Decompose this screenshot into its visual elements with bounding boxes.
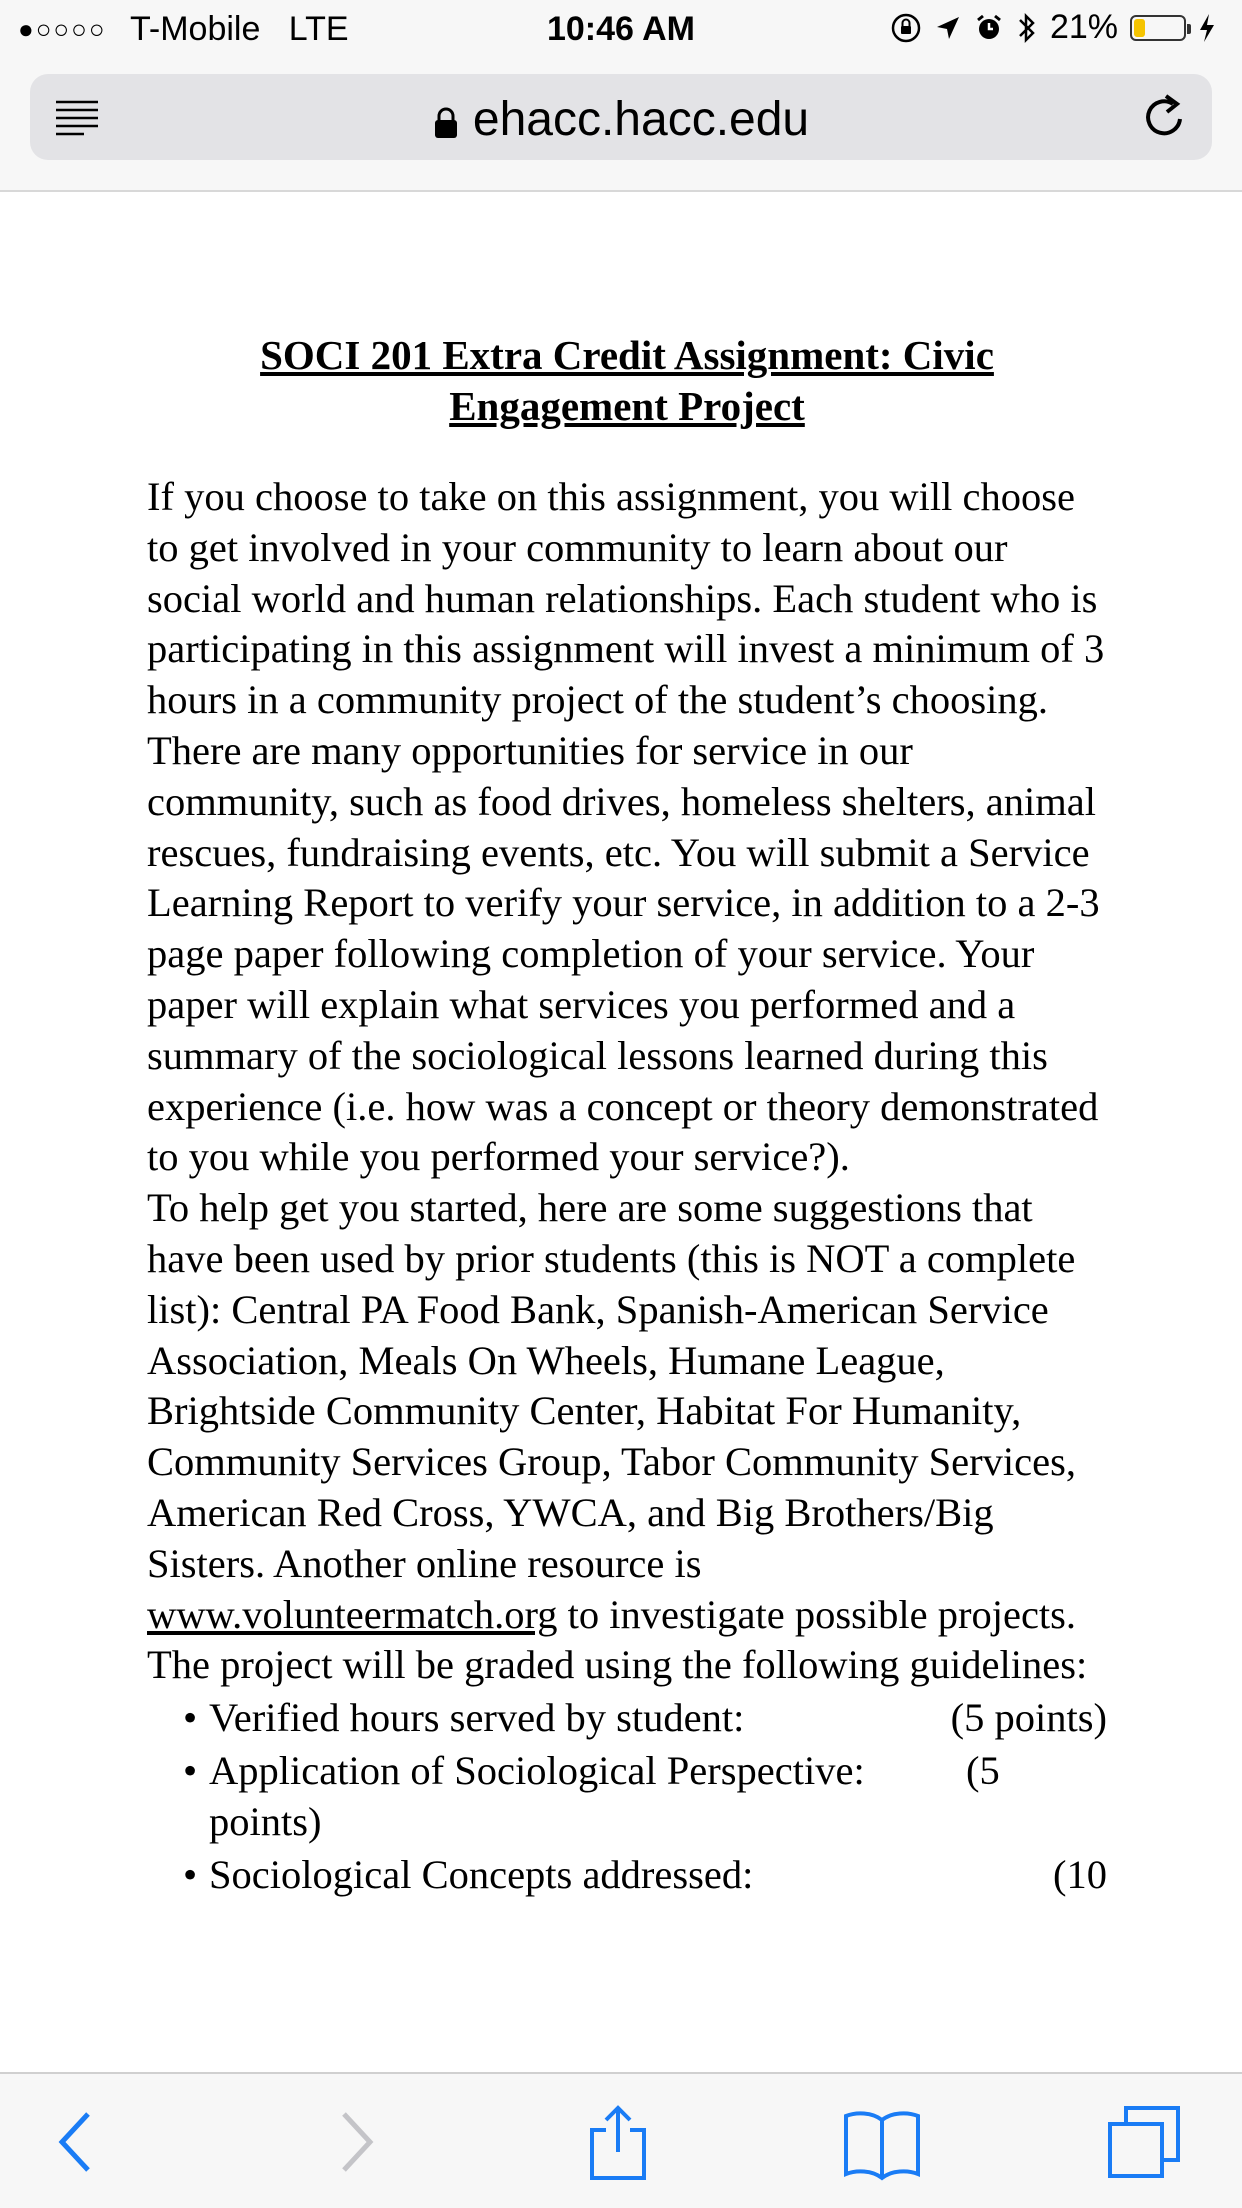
bookmarks-icon[interactable] [842,2102,922,2182]
guideline-item [183,1693,1107,1744]
url-display[interactable] [30,92,1212,147]
document-content [147,330,1107,1902]
bullet: • [183,1695,198,1741]
service-paragraph: There are many opportunities for service in our community, such as food drives, homeless shelters, animal rescues, fundraising events, etc. You will submit a Service Learning Report to verify your service, in addition to a 2-3 page paper following completion of your service. Your paper will explain what services you performed and a summary of the sociological lessons learned during this experience (i.e. how was a concept or theory demonstrated to you while you performed your service?). [147,727,1100,1180]
bottom-toolbar [0,2072,1242,2208]
reload-icon[interactable] [1140,92,1190,142]
battery-icon [1130,15,1186,41]
bullet: • [183,1851,198,1897]
grading-paragraph: The project will be graded using the following guidelines: [147,1642,1088,1688]
bullet: • [183,1747,198,1793]
charging-icon [1198,13,1216,43]
signal-strength: ●○○○○ [18,14,107,44]
back-icon[interactable] [38,2102,118,2182]
rotation-lock-icon [890,12,922,44]
battery-percent: 21% [1049,8,1118,46]
grading-guidelines-list [147,1693,1107,1900]
address-bar[interactable] [30,74,1212,160]
title-line-1: SOCI 201 Extra Credit Assignment: Civic [260,332,994,378]
clock: 10:46 AM [546,10,696,48]
guideline-label: Verified hours served by student: [209,1695,745,1741]
title-line-2: Engagement Project [449,383,805,429]
guideline-label: Application of Sociological Perspective: [209,1747,865,1793]
suggestions-text: To help get you started, here are some suggestions that have been used by prior students (this is NOT a complete list): Central PA Food Bank, Spanish-American Service Association, Meals On Wheels, Humane League, Brightside Community Center, Habitat For Humanity, Community Services Group, Tabor Community Services, American Red Cross, YWCA, and Big Brothers/Big Sisters. Another online resource is [147,1185,1076,1586]
share-icon[interactable] [578,2102,658,2182]
guideline-item [183,1746,1107,1848]
tabs-icon[interactable] [1104,2102,1184,2182]
battery-level [1134,19,1145,37]
url-text: ehacc.hacc.edu [472,93,810,146]
suggestions-text-end: to investigate possible projects. [557,1591,1077,1637]
guideline-item [183,1850,1107,1901]
network-type: LTE [288,10,349,48]
guideline-points: (10 [1053,1851,1107,1897]
browser-address-area [0,62,1242,192]
location-icon [934,14,962,42]
lock-icon [433,107,459,139]
alarm-icon [974,13,1004,43]
bluetooth-icon [1016,11,1038,45]
guideline-points: (5 points) [209,1747,1000,1844]
status-bar [0,0,1242,62]
document-title [147,330,1107,432]
guideline-label: Sociological Concepts addressed: [209,1851,754,1897]
forward-icon[interactable] [314,2102,394,2182]
guideline-points: (5 points) [950,1695,1107,1741]
status-icons [890,8,1216,47]
suggestions-paragraph [147,1183,1107,1640]
intro-paragraph: If you choose to take on this assignment, you will choose to get involved in your community to learn about our social world and human relationships. Each student who is participating in this assignment will invest a minimum of 3 hours in a community project of the student’s choosing. [147,474,1105,723]
carrier-name: T-Mobile [130,10,261,48]
volunteermatch-link[interactable]: www.volunteermatch.org [147,1591,558,1637]
